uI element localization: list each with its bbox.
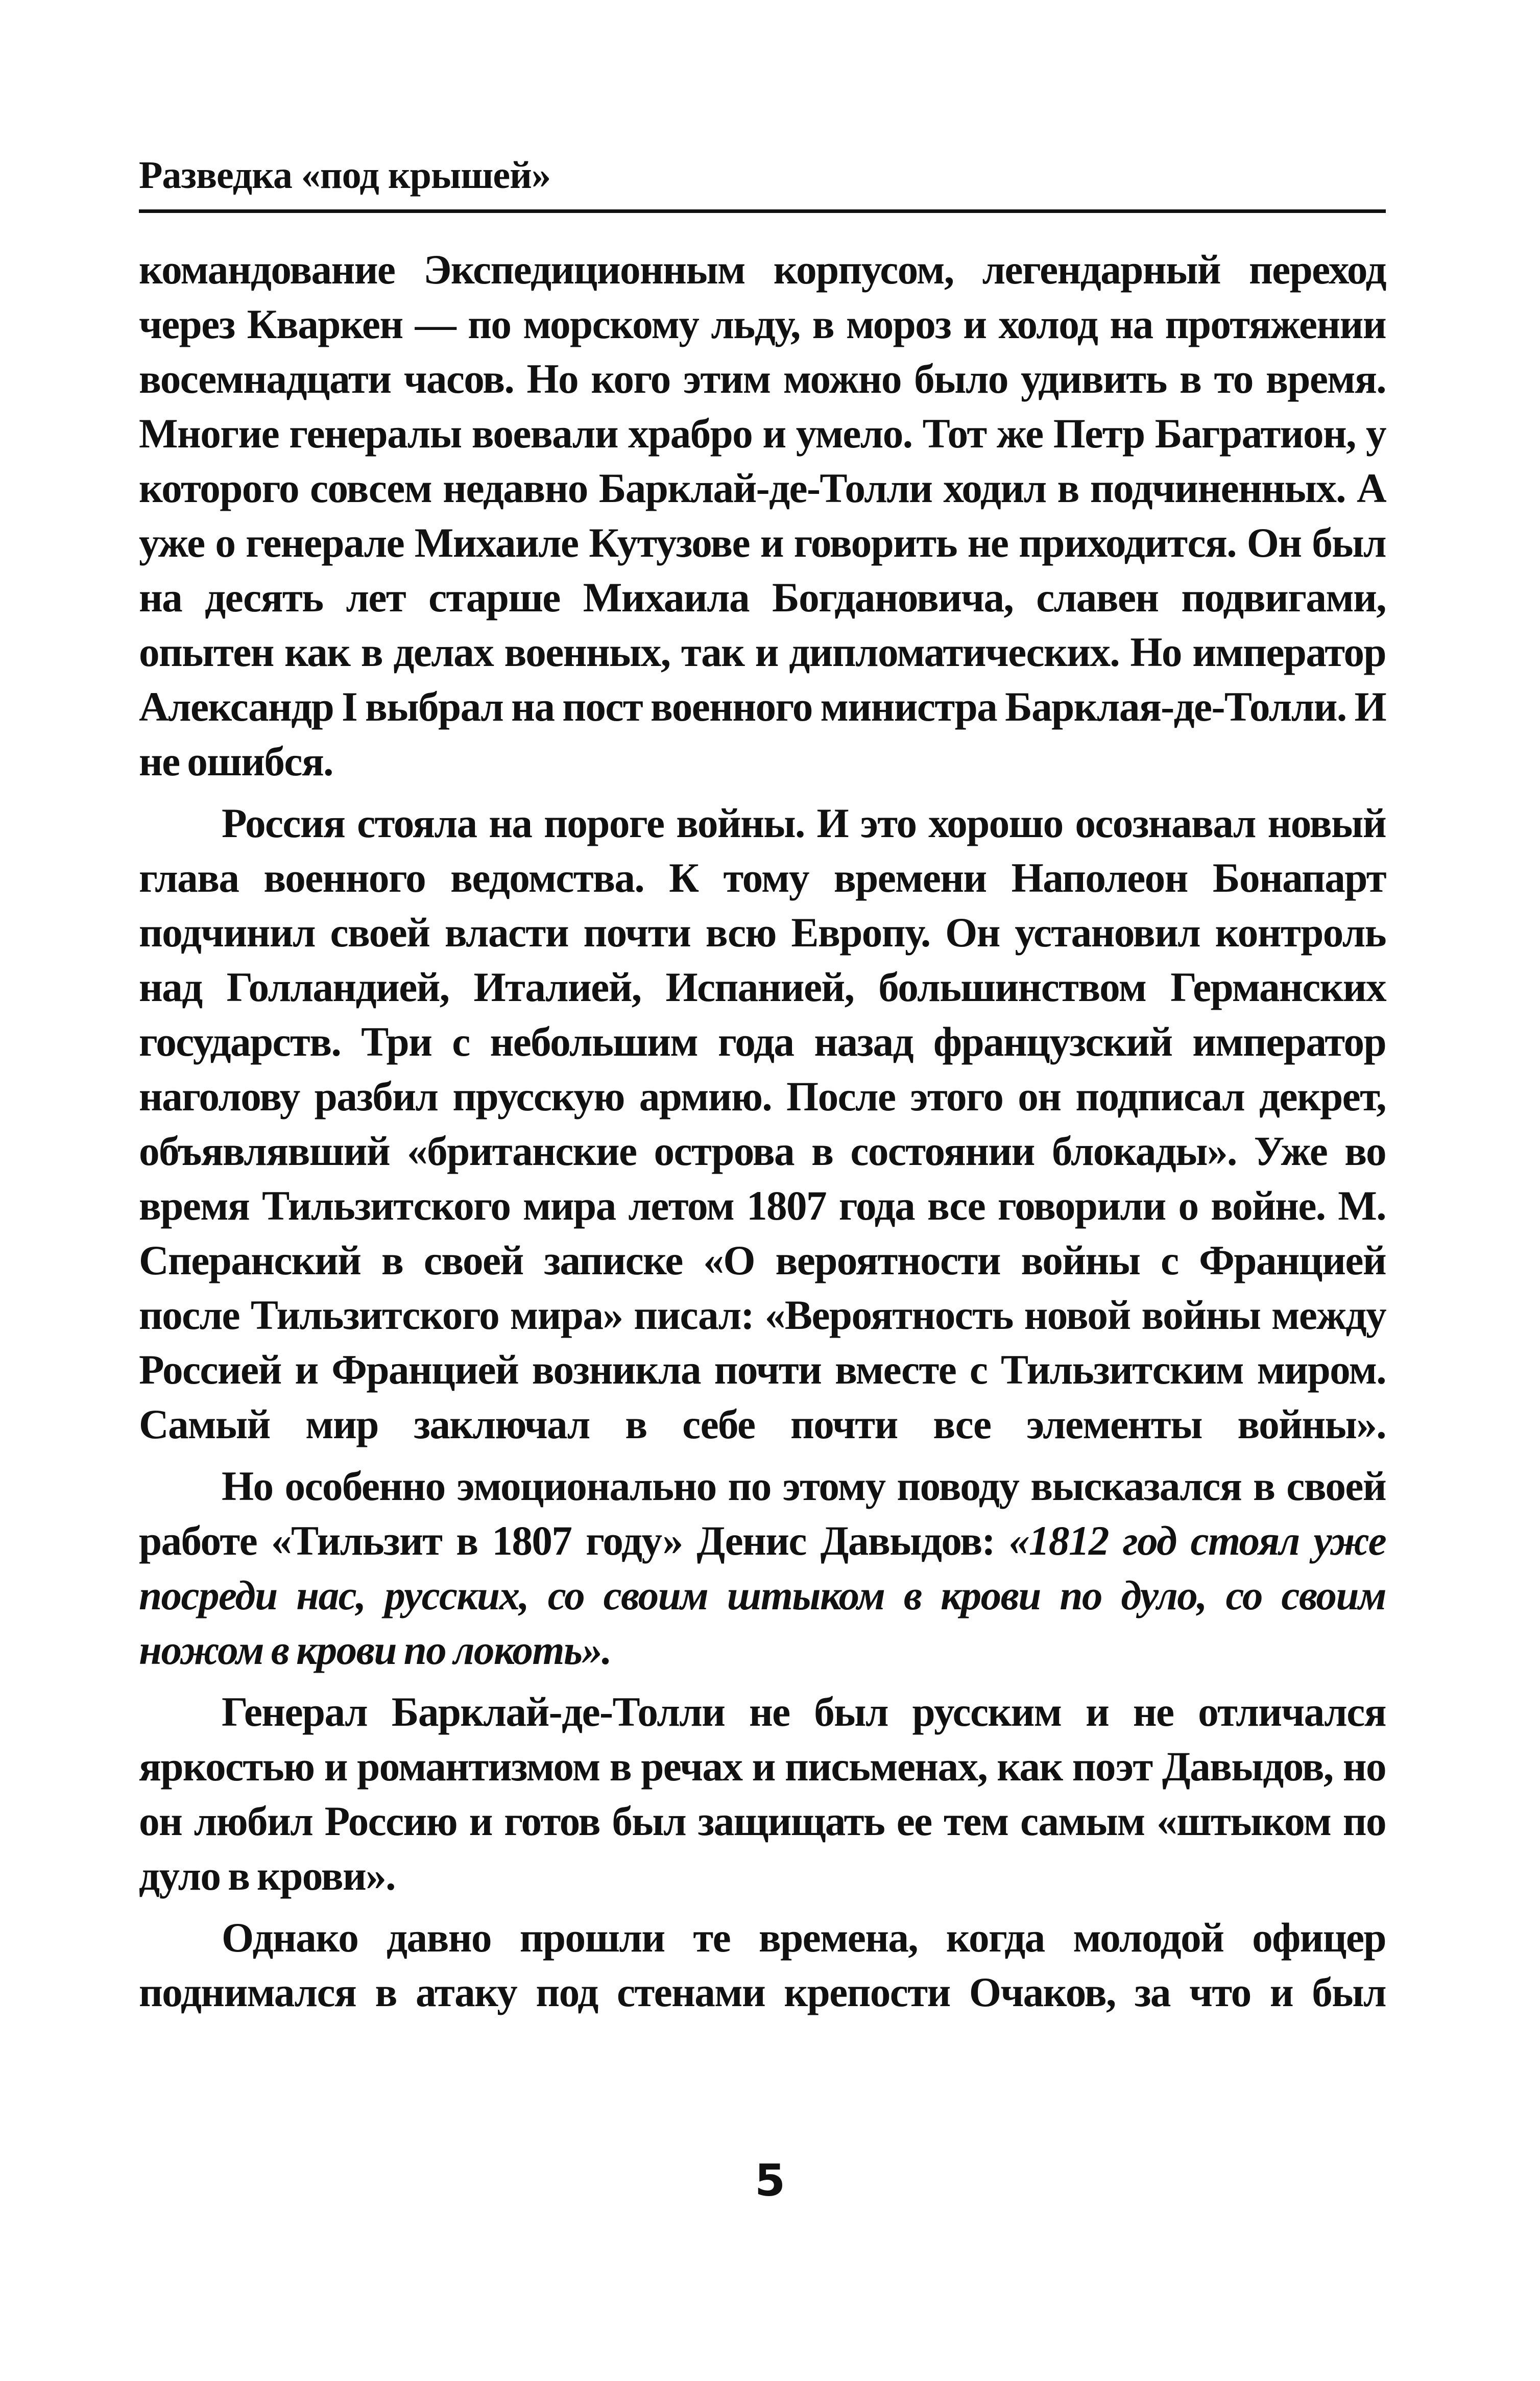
running-head-title: Разведка «под крышей» xyxy=(139,154,550,197)
header-divider xyxy=(139,209,1386,213)
paragraph-1: командование Экспедиционным корпусом, легендарный переход через Кваркен — по морскому льду, в мороз и холод на протяжении восемнадцати часов. Но кого этим можно было удивить в то время. Многие генералы воевали храбро и умело. Тот же Петр Багратион, у которого совсем недавно Барклай-де-Толли ходил в подчиненных. А уже о генерале Михаиле Кутузове и говорить не приходится. Он был на десять лет старше Михаила Богдановича, славен подвигами, опытен как в делах военных, так и дипломатических. Но император Александр I выбрал на пост военного министра Барклая-де-Толли. И не ошибся. xyxy=(139,247,1386,784)
paragraph-5: Однако давно прошли те времена, когда молодой офицер поднимался в атаку под стенами крепости Очаков, за что и был xyxy=(139,1915,1386,2015)
paragraph-4: Генерал Барклай-де-Толли не был русским и не отличался яркостью и романтизмом в речах и письменах, как поэт Давыдов, но он любил Россию и готов был защищать ее тем самым «штыком по дуло в крови». xyxy=(139,1689,1386,1899)
paragraph-2: Россия стояла на пороге войны. И это хорошо осознавал новый глава военного ведомства. К тому времени Наполеон Бонапарт подчинил своей власти почти всю Европу. Он установил контроль над Голландией, Италией, Испанией, большинством Германских государств. Три с небольшим года назад французский император наголову разбил прусскую армию. После этого он подписал декрет, объявлявший «британские острова в состоянии блокады». Уже во время Тильзитского мира летом 1807 года все говорили о войне. М. Сперанский в своей записке «О вероятности войны с Францией после Тильзитского мира» писал: «Вероятность новой войны между Россией и Францией возникла почти вместе с Тильзитским миром. Самый мир заключал в себе почти все элементы войны». xyxy=(139,800,1386,1447)
page-number: 5 xyxy=(755,2155,785,2206)
body-text xyxy=(139,243,1386,2020)
davydov-quote: «1812 год стоял уже посреди нас, русских, со своим штыком в крови по дуло, со своим ножом в крови по локоть». xyxy=(139,1518,1386,1673)
paragraph-3-text: Но особенно эмоционально по этому поводу высказался в своей работе «Тильзит в 1807 году» Денис Давыдов: xyxy=(139,1463,1386,1564)
paragraph-3 xyxy=(139,1459,1386,1678)
